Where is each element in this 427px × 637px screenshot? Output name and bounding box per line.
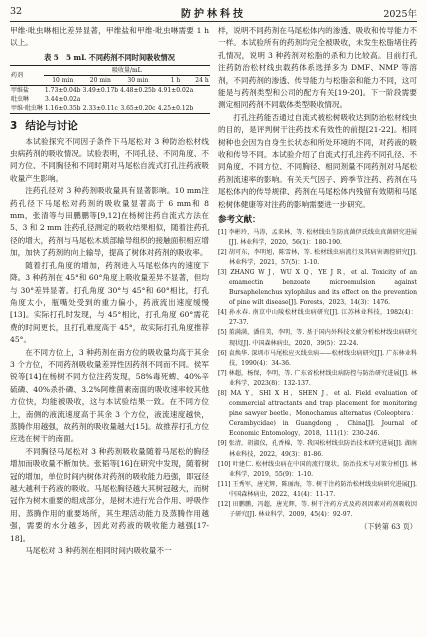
section-heading	[10, 120, 209, 132]
left-column	[10, 25, 209, 557]
table-group-head: 吸收量/mL	[44, 66, 210, 76]
body-paragraph: 马尾松对 3 种药剂在相同时间内吸收量不一	[25, 546, 172, 556]
table-row	[10, 95, 210, 104]
section-title: 结论与讨论	[25, 120, 78, 133]
continued-note: （下转第 63 页）	[360, 522, 417, 532]
reference-item: [10] 叶建仁. 松材线虫病在中国的流行现状、防治技术与对策分析[J]. 林业科学，2019，55(9)：1-10.	[218, 460, 417, 478]
right-column	[218, 25, 417, 534]
reference-item: [1] 李彬玲，马涛，孟来林，等. 松材线虫生防真菌伊氏线虫真菌研究进展[J]. 林业科学，2020，56(1)：180-190.	[218, 228, 417, 246]
section-number: 3	[10, 120, 18, 133]
reference-item: [8] MA Y，SHI X H，SHEN J，et al. Field evaluation of commercial attractants and trap placement for monitoring pine sawyer beetle，Monochamus alternatus (Coleoptera：Cerambycidae) in Guangdong，China[J]. Journal of Economic Entomology，2018，111(1)：230-246.	[218, 390, 417, 438]
table-cell	[119, 95, 157, 104]
table-cell: 3.44±0.02a	[45, 96, 81, 104]
reference-item: [9] 张清，胡淑仪，孔香棉，等. 我国松材线虫防治技术研究进展[J]. 湖南林业科技，2022，49(3)：81-86.	[218, 440, 417, 458]
reference-item: [4] 孙永春. 南京中山陵松材线虫病研究[J]. 江苏林业科技，1982(4)：27-37.	[218, 309, 417, 327]
header-rule	[10, 21, 417, 22]
absorption-table	[10, 65, 210, 114]
reference-item: [5] 董满满，潘佳美，李明，等. 基于国内外科技文献分析松材线虫病研究现状[J]. 中国森林病虫，2020，39(5)：22-24.	[218, 329, 417, 347]
reference-item: [3] ZHANG W J，WU X Q，YE J R，et al. Toxicity of an emamectin benzoate microemulsion against Bursaphelenchus xylophilus and its effect on the prevention of pine wilt disease[J]. Forests，2023，14(3)：1476.	[218, 268, 417, 307]
table-row-label: 甲维·吡虫啉	[11, 105, 43, 113]
table-cell: 2.33±0.11c	[82, 105, 118, 113]
table-cell: 1.16±0.35b	[44, 105, 81, 113]
table-cell: 4.25±0.12b	[157, 105, 194, 113]
page-number: 32	[10, 6, 23, 17]
table-time-head: 24 h	[195, 77, 209, 85]
table-cell	[194, 104, 209, 114]
reference-item: [2] 胡可东，李明旭，陈雪林，等. 松材线虫病流行及其病害调控研究[J]. 林业科学，2021，57(5)：1-10.	[218, 248, 417, 266]
body-paragraph: 不同胸径马尾松对 3 种药剂吸收量随着马尾松的胸径增加而吸收量不断加快。张韬等[16]在研究中发现，随着树冠的增加，单位时间内树体对药剂的吸收能力趋强，即冠径越大越利于药液的吸收。马尾松胸径越大其树冠越大，而树冠作为树木重要的组成部分，是树木进行光合作用、呼吸作用、蒸腾作用的重要场所，其生理活动能力及蒸腾作用越强，需要的水分越多，因此对药液的吸收能力越强[17-18]。	[10, 446, 209, 543]
references-heading: 参考文献：	[218, 215, 261, 226]
journal-title: 防护林科技	[181, 9, 246, 20]
table-cell: 3.49±0.17b	[82, 87, 119, 95]
body-paragraph: 本试验探究不同因子条件下马尾松对 3 种防治松材线虫病药剂的吸收情况。试验表明，不同孔径、不同角度、不同方位、不同胸径和不同时期对马尾松自流式打孔注药液吸收量产生影响。	[10, 136, 209, 183]
table-cell	[157, 95, 195, 104]
reference-item: [11] 王秀军，唐光辉，陈丽海，等. 树干注药防治松材线虫病研究进展[J]. 中国森林病虫，2022，41(4)：11-17.	[218, 480, 417, 498]
header-year: 2025年	[383, 9, 417, 20]
table-row-label: 吡虫啉	[11, 96, 30, 104]
table-cell: 4.48±0.25b	[120, 87, 156, 95]
reference-item: [12] 田鹏鹏，冯超，唐光辉，等. 树干注药方式及药剂因素对药剂吸收因子研究[J]. 林业科学，2009，45(4)：92-97.	[218, 501, 417, 519]
page-header	[10, 4, 417, 20]
body-paragraph: 打孔注药能否通过自流式被松树吸收达到防治松材线虫的目的，是评判树干注药技术有效性的前提[21-22]。相同树种也会因为自身生长状态和所处环境的不同，对药液的吸收和传导不同。本试验介绍了自流式打孔注药不同孔径、不同角度、不同方位、不同胸径、相同剂量不同药剂对马尾松药剂流速率的影响。有关天气因子、跨季节注药、药剂在马尾松体内的传导规律、药剂在马尾松体内残留有效期和马尾松树体健康等对注药的影响需要进一步研究。	[218, 112, 417, 209]
table-time-head: 10 min	[52, 77, 74, 85]
table-cell	[82, 95, 120, 104]
table-time-head: 1 h	[170, 77, 181, 85]
left-intro: 甲维·吡虫啉相比差异显著，甲维盐和甲维·吡虫啉需要 1 h 以上。	[10, 26, 209, 48]
table-time-head: 20 min	[89, 77, 111, 85]
body-paragraph: 随着打孔角度的增加，药剂进入马尾松体内的速度下降。3 种药剂在 45°和 60°角度上吸收量差异不显著，但均与 30°差异显著。打孔角度 30°与 45°和 60°相比，打孔角度太小，瓶嘴处受到的重力偏小，药液流出速度缓慢[13]。实际打孔时发现，与 45°相比，打孔角度 60°需花费的时间更长，且打孔难度高于 45°，故实际打孔角度推荐 45°。	[10, 260, 209, 345]
reference-item: [7] 林超，杨保，李明，等. 广东省松材线虫病防控与防治研究进展[J]. 林业科学，2023(8)：132-137.	[218, 369, 417, 387]
table-row	[10, 104, 210, 114]
table-time-head: 30 min	[127, 77, 149, 85]
reference-item: [6] 袁焕华. 深圳市马尾松应灭线虫病——松材线虫病研究[J]. 广东林业科技，1990(4)：34-36.	[218, 349, 417, 367]
table-cell: 1.73±0.04b	[44, 87, 81, 95]
body-paragraph: 样，说明不同药剂在马尾松体内的渗透、吸收和传导能力不一样。本试验所有的药剂均完全被吸收，未发生松脂堵住药孔情况，说明 3 种药剂对松脂的杀和力比较高。目前打孔注药防治松材线虫载药体系选择多为 DMF、NMP 等溶剂，不同药剂的渗透、传导能力与松脂亲和能力不同，这可能是与药剂类型和公司的配方有关[19-20]。下一阶段需要测定相同药剂不同载体类型吸收情况。	[218, 26, 417, 110]
table-row-label: 甲维盐	[11, 87, 30, 95]
table-caption: 表 5 5 mL 不同药剂不同时间吸收情况	[44, 52, 175, 62]
table-cell: 4.91±0.02a	[157, 87, 194, 95]
table-cell: 3.65±0.20c	[120, 105, 156, 113]
table-row	[10, 86, 210, 96]
table-col-head: 药剂	[10, 66, 44, 86]
table-cell	[194, 95, 209, 104]
body-paragraph: 注药孔径对 3 种药剂吸收量具有显著影响。10 mm注药孔径下马尾松对药剂的吸收量显著高于 6 mm和 8 mm，张清等与田鹏鹏等[9,12]在杨树注药自流式方法在 5、3 和 2 mm 注药孔径测定的吸收结果相似，随着注药孔径的增大，药剂与马尾松木质部输导组织的接触面积相应增加，加快了药剂的向上输导，提高了树体对药剂的吸收率。	[10, 186, 209, 258]
body-paragraph: 在不同方位上，3 种药剂在南方位的吸收量均高于其余 3 个方位，不同药剂吸收量差异性因药剂不同而不同。侯军锐等[14]在杨树不同方位注药发现，58%毒死蜱、40%辛硫磷、40%杀扑磷、3.2%阿维菌素南面的吸收速率较其他方位快，均能被吸收，这与本试验结果一致。在不同方位上，南侧的液流速度高于其余 3 个方位，液流速度越快，蒸腾作用越强，故药剂的吸收量越大[15]。故推荐打孔方位应选在树干的南面。	[10, 347, 209, 444]
table-cell	[194, 86, 209, 96]
